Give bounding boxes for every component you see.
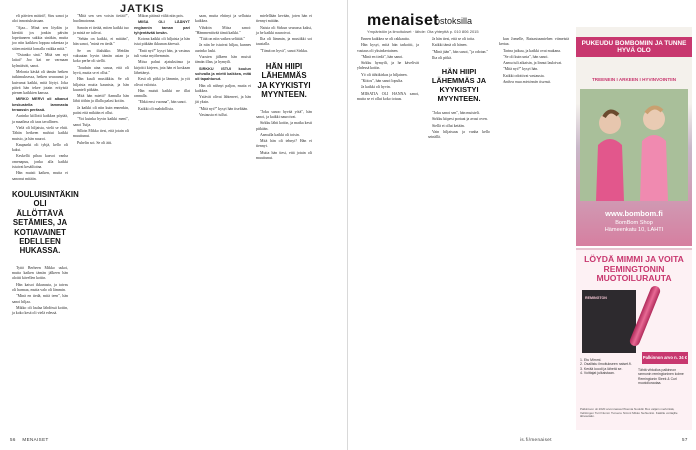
ad-photo xyxy=(580,89,688,201)
paragraph: "Joku sanoi sen", hän muisteli. xyxy=(432,111,480,116)
contest-steps xyxy=(580,358,636,376)
remington-contest-ad[interactable] xyxy=(576,248,692,430)
paragraph: Sirkku lähti kotiin, ja matka kesti pitkään. xyxy=(256,121,312,131)
paragraph: Tyttö Berheen Mikko uskoi, mutta kaiken tämän jälkeen hän aloitti kävellen kotiin. xyxy=(12,265,68,281)
paragraph: Ilta oli pitkä. xyxy=(432,55,452,60)
text-column-8 xyxy=(499,37,569,432)
paragraph: Aamu tuli aikaisin, ja linnut lauloivat. xyxy=(503,61,563,66)
shop-name: BomBom Shop xyxy=(615,220,653,226)
paragraph: Keskellä pihaa kasvoi vanha omenapuu, jonka alla kaikki istuivat kesäiltoina. xyxy=(12,154,68,170)
paragraph: "Entä nyt?" kysyi hän, ja vastaus tuli vasta myöhemmin. xyxy=(134,48,190,59)
paragraph: MIISATIA OLI HANNA sanoi, mutta se ei ollut koko totuus. xyxy=(357,91,419,101)
paragraph: "Minä en tiedä", hän sanoi. xyxy=(361,54,404,59)
paragraph: Ilta oli lämmin, ja musiikki soi taustalla. xyxy=(256,37,312,47)
paragraph: Puhelin soi. Se oli äiti. xyxy=(77,140,113,145)
paragraph: Vain hiljaisuus ja vanha kello seinällä. xyxy=(428,130,490,140)
paragraph: Hän muisti kaikki ne illat rannalla. xyxy=(134,88,190,99)
paragraph: Kaikki tämä oli hänen. xyxy=(432,43,468,48)
ad-tagline: TREENEIN I ARKEEN I HYVINVOINTIIN xyxy=(591,77,677,82)
paragraph: "Sehän on kaikki, ei mitään", hän sanoi, "minä en tiedä." xyxy=(73,37,129,47)
site-url: is.fi/menaiset xyxy=(520,437,552,442)
paragraph: "Voi kuinka hyvin kaikki meni", sanoi Tuija. xyxy=(73,117,129,127)
folio-number-right: 57 xyxy=(682,437,688,442)
text-column-6 xyxy=(357,37,419,432)
pull-quote: HÄN HIIPI LÄHEMMÄS JA KYYKISTYI MYYNTEEN. xyxy=(431,67,487,104)
ad-shop xyxy=(576,220,692,234)
product-box-image xyxy=(582,290,636,353)
paragraph: Mikon päänsä väliä niin pois. xyxy=(138,14,184,18)
paragraph: Ja kaikki oli niin kuin ennenkin, paitsi että mikään ei ollut. xyxy=(73,105,129,116)
signature: Anthea mua mietinnän itsensä. xyxy=(503,80,551,85)
contact-line: Ympäristön ja ilmoitukset · lähde: Ota yhteyttä p. 010 806 2015 xyxy=(367,29,479,34)
fine-print: Palkintoon oli 2020 arvonnassa Pikemia Nooldin Box valjain merkintää, Vehkingen Turil Numm Turuenu Nimmi Mikko Nehteniisi. Kaikille voittajille lähetetään. xyxy=(580,407,678,419)
prize-value: Palkinnon arvo n. 34 € xyxy=(642,352,688,364)
folio-right xyxy=(520,437,552,442)
paragraph: "Tätä on niin vaikea selittää." xyxy=(199,37,246,42)
paragraph: MIISA OLI LÄÄNYT englannin taman pari tyhjentävää kesän. xyxy=(134,20,190,35)
paragraph: Kesä oli pitkä ja lämmin, ja yöt olivat valoisia. xyxy=(134,77,190,87)
paragraph: Vielä oli hiljaista, vielä se ehtii. Tähän hetkeen mahtui kaikki muisto, ja hän nauroi. xyxy=(12,125,68,141)
paragraph: Vihdoin Miisa sanoi: "Hämmentävää tämä kaikki." xyxy=(195,25,251,35)
paragraph: Vuosien jälkeen hän muisti tämän illan, ja hymyili. xyxy=(195,55,251,65)
page-number: 56 xyxy=(10,437,16,442)
paragraph: "Mitä nyt?" kysyi hän itseltään. xyxy=(199,106,249,111)
magazine-name: MENAISET xyxy=(22,437,49,442)
paragraph: kun Jomelle, Ratsastusmiehen viimeistä kertaa. xyxy=(499,37,569,47)
paragraph: Melonia käskä oli tämän hetken tutkimuksessa, hetken seuraanut ja kuivanut kaikki, mitä löytyi. Joka päivä hän tekee jotain erityistä pienen kaikkien kanssa. xyxy=(12,69,68,96)
paragraph: Mutta hän tiesi, että jotain oli muuttunut. xyxy=(256,150,312,161)
paragraph: mielellään kevään, joten hän ei tiennyt mitään. xyxy=(256,14,312,24)
text-column-7 xyxy=(428,37,490,432)
contest-promo: Tähtä vihkollus palkinnon rarmonin remingtoninen kolme Remingtonin Sleek & Curl muotoilurautaa. xyxy=(638,368,684,385)
pull-quote: HÄN HIIPI LÄHEMMÄS JA KYYKISTYI MYYNTEEN. xyxy=(257,62,311,100)
list-item: 4. Voittajat julkaistaan. xyxy=(580,371,615,376)
paragraph: Silloin Mikko tiesi, että jotain oli muuttunut. xyxy=(73,128,129,139)
paragraph: "Ajaa... Minä sen löydän ja kiertää jos jonkin päivän lopettaneen sukkia sinäkin, mutta joo niin kaikkea loppuu rakentaa ja sitten miettiä lomalla vaikka mitä." xyxy=(12,25,68,51)
paragraph: Mitä hän oli tehnyt? Hän ei tiennyt. xyxy=(256,139,312,149)
paragraph: Hän kuuli musiikkia. Se oli hiljaista mutta kaunista, ja hän kuunteli pitkään. xyxy=(73,77,129,92)
paragraph: Vastausta ei tullut. xyxy=(199,113,228,118)
paragraph: Aurinko kiillotti kaikkea pöytää, ja maailma oli taas tavallinen. xyxy=(12,114,68,124)
paragraph: Ja hän tiesi, että se oli totta. xyxy=(432,37,476,41)
paragraph: Siellä ei ollut ketään. xyxy=(432,123,465,128)
paragraph: Se on iltalukko. Meidän vakuutan hyvin tämän asian ja koko perhe oli siellä. xyxy=(73,48,129,64)
paragraph: "Minä jään", hän sanoi, "ja odotan." xyxy=(432,49,489,54)
paragraph: Ja niin he istuivat hiljaa, kunnes aurinko laski. xyxy=(195,43,251,53)
paragraph: Ja kaikki oli hyvin. xyxy=(361,85,391,90)
paragraph: "Kiitos", hän sanoi lopulta. xyxy=(361,79,404,84)
ad-website[interactable]: www.bombom.fi xyxy=(605,209,663,218)
brand-section: ostoksilla xyxy=(435,16,473,26)
paragraph: "Mitä nyt?" kysyi hän. xyxy=(503,67,539,72)
paragraph: Hän oli nähnyt paljon, mutta ei kaikkea. xyxy=(195,83,251,93)
paragraph: Hän kysyi, mitä hän tarkoitti, ja vastaus oli yksinkertainen. xyxy=(357,43,419,53)
paragraph: Ennen kaikkea se oli rakkautta. xyxy=(361,37,410,41)
paragraph: "Ostanko sinä." Mitä sen nyt laitat? Joo kai ne varmaan kylmäävät, sanoi. xyxy=(12,53,68,68)
paragraph: "Tämä on hyvä", sanoi Sirkku. xyxy=(260,48,308,53)
paragraph: "Ehkä ensi vuonna", hän sanoi. xyxy=(138,100,187,105)
brand-label: REMINGTON xyxy=(585,296,607,300)
paragraph: eli päivien määrä?, Siru sanoi ja aloi innostuksissaan. xyxy=(12,14,68,24)
list-item: 3. Kerää koodi ja lähetä se. xyxy=(580,366,623,371)
paragraph: Sirkku hymyili, ja he kävelivät yhdessä kotiin. xyxy=(357,61,419,71)
paragraph: "Joku sanoo hyvää yötä", hän sanoi, ja kaikki nauroivat. xyxy=(256,109,312,119)
paragraph: Kotona kaikki oli hiljaista ja hän istui pitkään ikkunan ääressä. xyxy=(134,37,190,47)
ad-headline: PUKEUDU BOMBOMIIN JA TUNNE HYVÄ OLO xyxy=(576,37,692,57)
paragraph: Kaikki oli mahdollista. xyxy=(138,106,174,111)
paragraph: Ystävät olivat lähteneet, ja hän jäi yksin. xyxy=(195,95,251,105)
paragraph: Sanoin ei tietää, miten kaikki tuo ja mistä ne tulivat. xyxy=(73,25,129,35)
shop-address: Hämeenkatu 10, LAHTI xyxy=(604,227,664,233)
paragraph: "Jouduin aina sanoa, että oli hyvä, mutta se ei ollut." xyxy=(73,65,129,75)
paragraph: Naisia oli Sirkun seurassa kaksi, ja he kaikki nauroivat. xyxy=(256,25,312,35)
paragraph: Sirkku kiipesi portaat ja avasi oven. xyxy=(432,117,488,122)
paragraph: Hän muisti kaiken, mutta ei sanonut mitään. xyxy=(12,171,68,181)
bombom-ad[interactable] xyxy=(576,27,692,246)
contest-headline: LÖYDÄ MIMMI JA VOITA REMINGTONIN MUOTOILURAUTA xyxy=(584,254,684,283)
paragraph: Tarina jatkuu, ja kaikki ovat mukana. xyxy=(503,48,561,53)
paragraph: "Minä en tiedä, mitä teen", hän sanoi hiljaa. xyxy=(12,294,68,304)
pull-quote: KOULUISINTÄKIN OLI ÄLLÖTTÄVÄ SETÄMIES, JA KOTIAVAINET EDELLEEN HUKASSA. xyxy=(12,189,79,256)
paragraph: Mitä hän mietti? Aamulla hän lähti töihin ja illalla palasi kotiin. xyxy=(73,94,129,104)
paragraph: MIRKO MERVI oli alkanut keskustella lammasta teraassin perässä. xyxy=(12,97,68,113)
paragraph: Mikko oli laulaa lähdössä kotiin, ja koko kesä oli vielä edessä. xyxy=(12,305,68,316)
paragraph: saan, mutta ehtinyt ja sellaista kaikkea. xyxy=(195,14,251,24)
list-item: 2. Osallistu ilmoitukseen naiset.fi. xyxy=(580,362,632,367)
paragraph: Hän katsoi ikkunasta, ja taivas oli harmaa, mutta valo oli lämmin. xyxy=(12,282,68,292)
paragraph: Yö oli tähtikirkas ja hiljainen. xyxy=(361,72,408,77)
paragraph: SIRKKU ISTUI koulun sohvalla ja mietti kaikkea, mitä oli tapahtunut. xyxy=(195,66,251,82)
paragraph: Kaikki odottivat vastausta. xyxy=(503,73,545,78)
brand-logo: menaiset xyxy=(367,12,439,29)
paragraph: "Mitä sen sen voisin tietää?", huolimatonna. xyxy=(73,14,129,24)
paragraph: Aamulla kaikki oli toisin. xyxy=(260,132,300,137)
paragraph: "Se oli kuin unta", hän sanoi. xyxy=(503,54,549,59)
paragraph: Kaupunki oli tyhjä, kello oli kaksi. xyxy=(12,142,68,153)
list-item: 1. Etu Mimmi. xyxy=(580,358,602,362)
section-label: JATKIS xyxy=(120,3,165,15)
paragraph: Miisa palasi ajatuksiinsa ja kirjoitti kirjeen, jota hän ei koskaan lähettänyt. xyxy=(134,60,190,75)
